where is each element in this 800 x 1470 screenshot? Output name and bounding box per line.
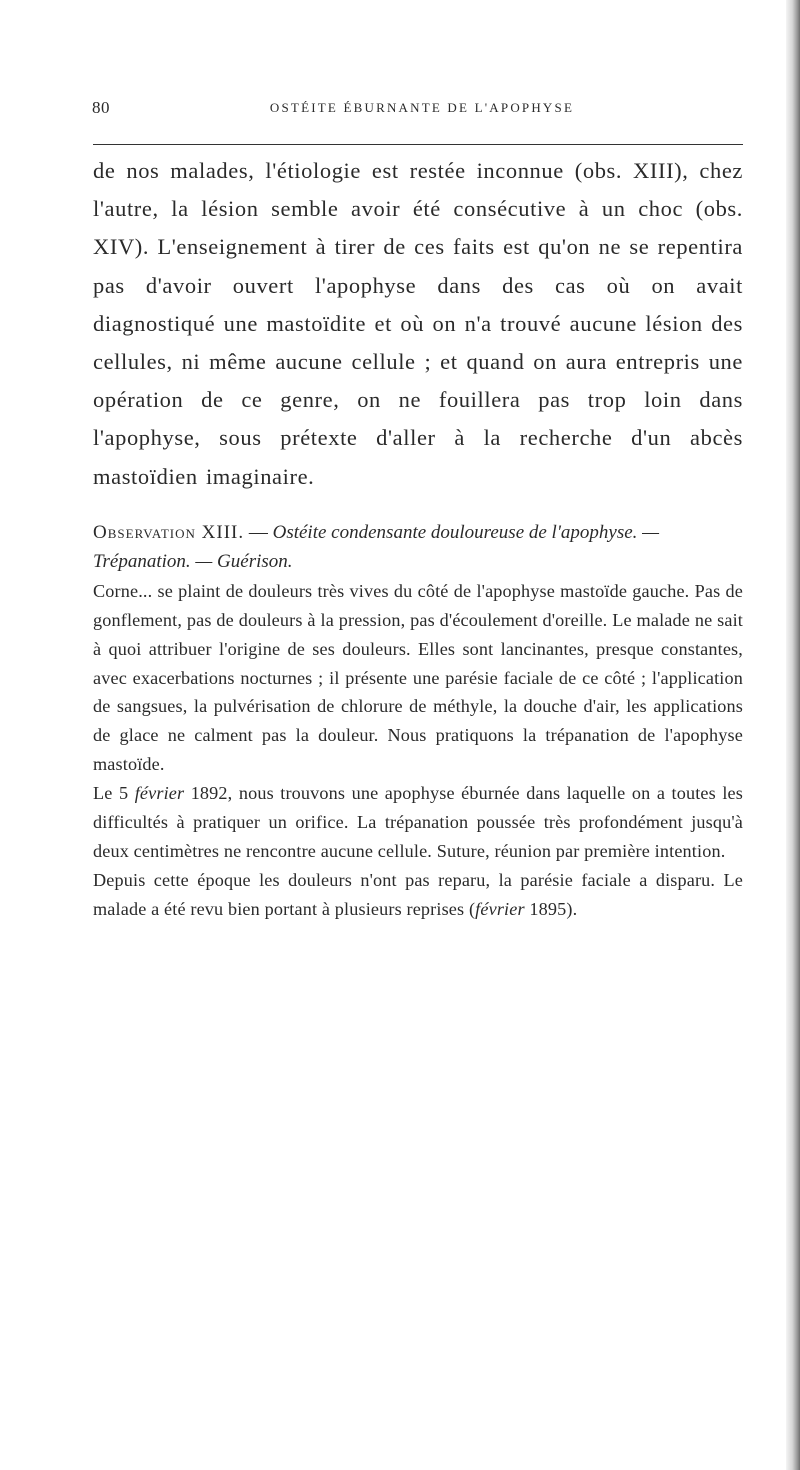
observation-heading [93, 518, 743, 576]
paragraph-2-date: février [134, 783, 185, 804]
page-edge-shadow [786, 0, 800, 1470]
paragraph-3-end: 1895). [524, 898, 578, 919]
running-title: OSTÉITE ÉBURNANTE DE L'APOPHYSE [269, 100, 575, 115]
paragraph-1: Corne... se plaint de douleurs très vives du côté de l'apophyse mastoïde gauche. Pas de gonflement, pas de douleurs à la pression, pas d'écoulement d'oreille. Le malade ne sait à quoi attribuer l'origine de ses douleurs. Elles sont lancinantes, presque constantes, avec exacerbations nocturnes ; il présente une parésie faciale de ce côté ; l'application de sangsues, la pulvérisation de chlorure de méthyle, la douche d'air, les applications de glace ne calment pas la douleur. Nous pratiquons la trépanation de l'apophyse mastoïde. [93, 580, 743, 775]
intro-paragraph: de nos malades, l'étiologie est restée inconnue (obs. XIII), chez l'autre, la lésion semble avoir été consécutive à un choc (obs. XIV). L'enseignement à tirer de ces faits est qu'on ne se repentira pas d'avoir ouvert l'apophyse dans des cas où on avait diagnostiqué une mastoïdite et où on n'a trouvé aucune lésion des cellules, ni même aucune cellule ; et quand on aura entrepris une opération de ce genre, on ne fouillera pas trop loin dans l'apophyse, sous prétexte d'aller à la recherche d'un abcès mastoïdien imaginaire. [93, 158, 743, 489]
paragraph-2 [93, 779, 743, 866]
paragraph-3 [93, 866, 743, 924]
observation-title: Ostéite condensante douloureuse de l'apophyse. — Trépanation. — Guérison. [93, 521, 660, 572]
body-text [93, 152, 743, 924]
page-number: 80 [92, 98, 110, 117]
page-header [92, 98, 752, 126]
observation-label: Observation XIII. [93, 521, 245, 543]
paragraph-2-start: Le 5 [93, 783, 135, 804]
header-rule [93, 144, 743, 145]
paragraph-3-start: Depuis cette époque les douleurs n'ont pas reparu, la parésie faciale a disparu. Le malade a été revu bien portant à plusieurs reprises ( [93, 869, 743, 919]
paragraph-2-rest: 1892, nous trouvons une apophyse éburnée dans laquelle on a toutes les difficultés à pratiquer un orifice. La trépanation poussée très profondément jusqu'à deux centimètres ne rencontre aucune cellule. Suture, réunion par première intention. [93, 783, 744, 861]
observation-dash: — [244, 521, 273, 543]
intro-section [93, 152, 743, 496]
paragraph-3-date: février [475, 898, 525, 919]
observation-body [93, 577, 743, 924]
